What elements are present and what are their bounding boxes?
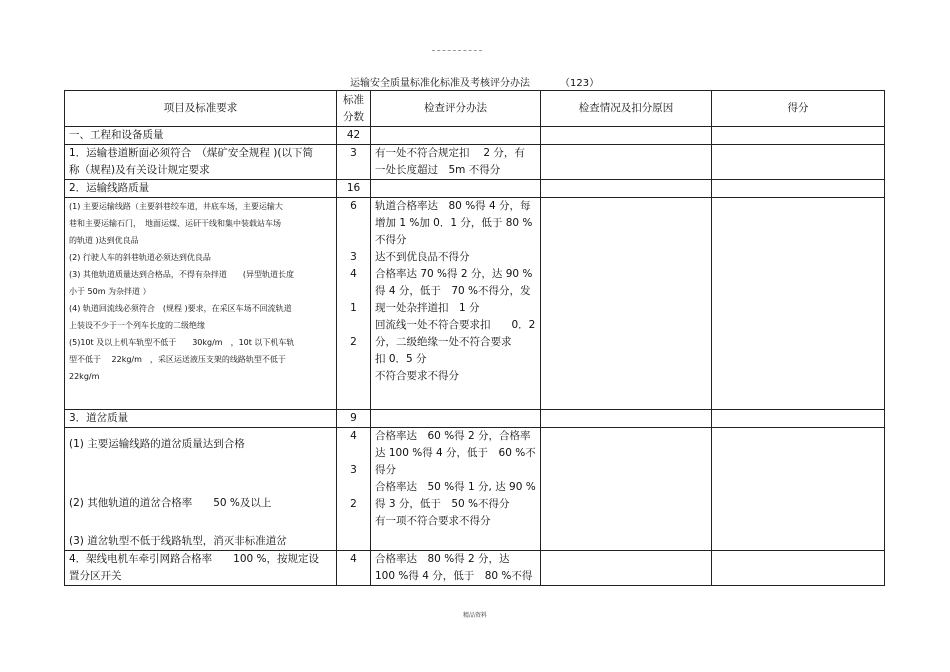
row-item: (1) 主要运输线路的道岔质量达到合格 (2) 其他轨道的道岔合格率 50 %及以上 (3) 道岔轨型不低于线路轨型，消灭非标准道岔 (65, 428, 337, 551)
row-deduct (541, 145, 712, 180)
table-row (65, 410, 885, 428)
table-row (65, 145, 885, 180)
header-deduct: 检查情况及扣分原因 (541, 91, 712, 127)
row-method: 有一处不符合规定扣 2 分，有 一处长度超过 5m 不得分 (371, 145, 541, 180)
row-method (371, 410, 541, 428)
table-row (65, 127, 885, 145)
table-row (65, 180, 885, 198)
row-got (712, 410, 885, 428)
document-title (350, 74, 599, 89)
footer-label: 精品资料 (463, 612, 488, 619)
row-score: 6 3 4 1 2 (337, 198, 371, 410)
table-row (65, 198, 885, 410)
row-got (712, 198, 885, 410)
header-row (65, 91, 885, 127)
row-got (712, 551, 885, 586)
top-dashed-mark (432, 50, 482, 51)
row-item: (1) 主要运输线路（主要斜巷绞车道，井底车场，主要运输大 巷和主要运输石门， 地面运煤、运矸干线和集中装载站车场 的轨道 )达到优良品 (2) 行驶人车的斜巷轨道必须达到优良品 (3) 其他轨道质量达到合格品，不得有杂拌道 (异型轨道长度 小于 50m 为杂拌道 ） (4) 轨道回流线必须符合 (规程 )要求，在采区车场不回流轨道 上装设不少于一个列车长度的二级绝缘 (5)10t 及以上机车轨型不低于 30kg/m ，10t 以下机车轨 型不低于 22kg/m ，采区运送液压支架的线路轨型不低于 22kg/m (65, 198, 337, 410)
row-deduct (541, 127, 712, 145)
row-got (712, 428, 885, 551)
header-method: 检查评分办法 (371, 91, 541, 127)
row-method: 轨道合格率达 80 %得 4 分，每 增加 1 %加 0．1 分，低于 80 % 不得分 达不到优良品不得分 合格率达 70 %得 2 分，达 90 % 得 4 分，低于 70 %不得分，发 现一处杂拌道扣 1 分 回流线一处不符合要求扣 0．2 分，二级绝缘一处不符合要求 扣 0．5 分 不符合要求不得分 (371, 198, 541, 410)
row-score: 4 3 2 (337, 428, 371, 551)
row-item: 4．架线电机车牵引网路合格率 100 %，按规定设 置分区开关 (65, 551, 337, 586)
table-row (65, 428, 885, 551)
row-method: 合格率达 60 %得 2 分，合格率 达 100 %得 4 分，低于 60 %不 得分 合格率达 50 %得 1 分, 达 90 % 得 3 分，低于 50 %不得分 有一项不符合要求不得分 (371, 428, 541, 551)
row-score: 16 (337, 180, 371, 198)
table-row (65, 551, 885, 586)
header-got: 得分 (712, 91, 885, 127)
row-item: 1．运输巷道断面必须符合 （煤矿安全规程 )(以下简 称（规程)及有关设计规定要求 (65, 145, 337, 180)
row-got (712, 145, 885, 180)
row-method (371, 180, 541, 198)
row-deduct (541, 551, 712, 586)
row-deduct (541, 428, 712, 551)
row-got (712, 180, 885, 198)
row-deduct (541, 410, 712, 428)
row-item: 2．运输线路质量 (65, 180, 337, 198)
row-score: 42 (337, 127, 371, 145)
scoring-table (64, 90, 885, 586)
row-score: 9 (337, 410, 371, 428)
header-item: 项目及标准要求 (65, 91, 337, 127)
row-method: 合格率达 80 %得 2 分，达 100 %得 4 分，低于 80 %不得 (371, 551, 541, 586)
row-method (371, 127, 541, 145)
row-score: 4 (337, 551, 371, 586)
row-item: 3．道岔质量 (65, 410, 337, 428)
row-got (712, 127, 885, 145)
title-text: 运输安全质量标准化标准及考核评分办法 (350, 78, 530, 89)
header-score: 标准 分数 (337, 91, 371, 127)
row-score: 3 (337, 145, 371, 180)
row-deduct (541, 198, 712, 410)
title-code: （123） (560, 78, 600, 89)
row-item: 一、工程和设备质量 (65, 127, 337, 145)
row-deduct (541, 180, 712, 198)
